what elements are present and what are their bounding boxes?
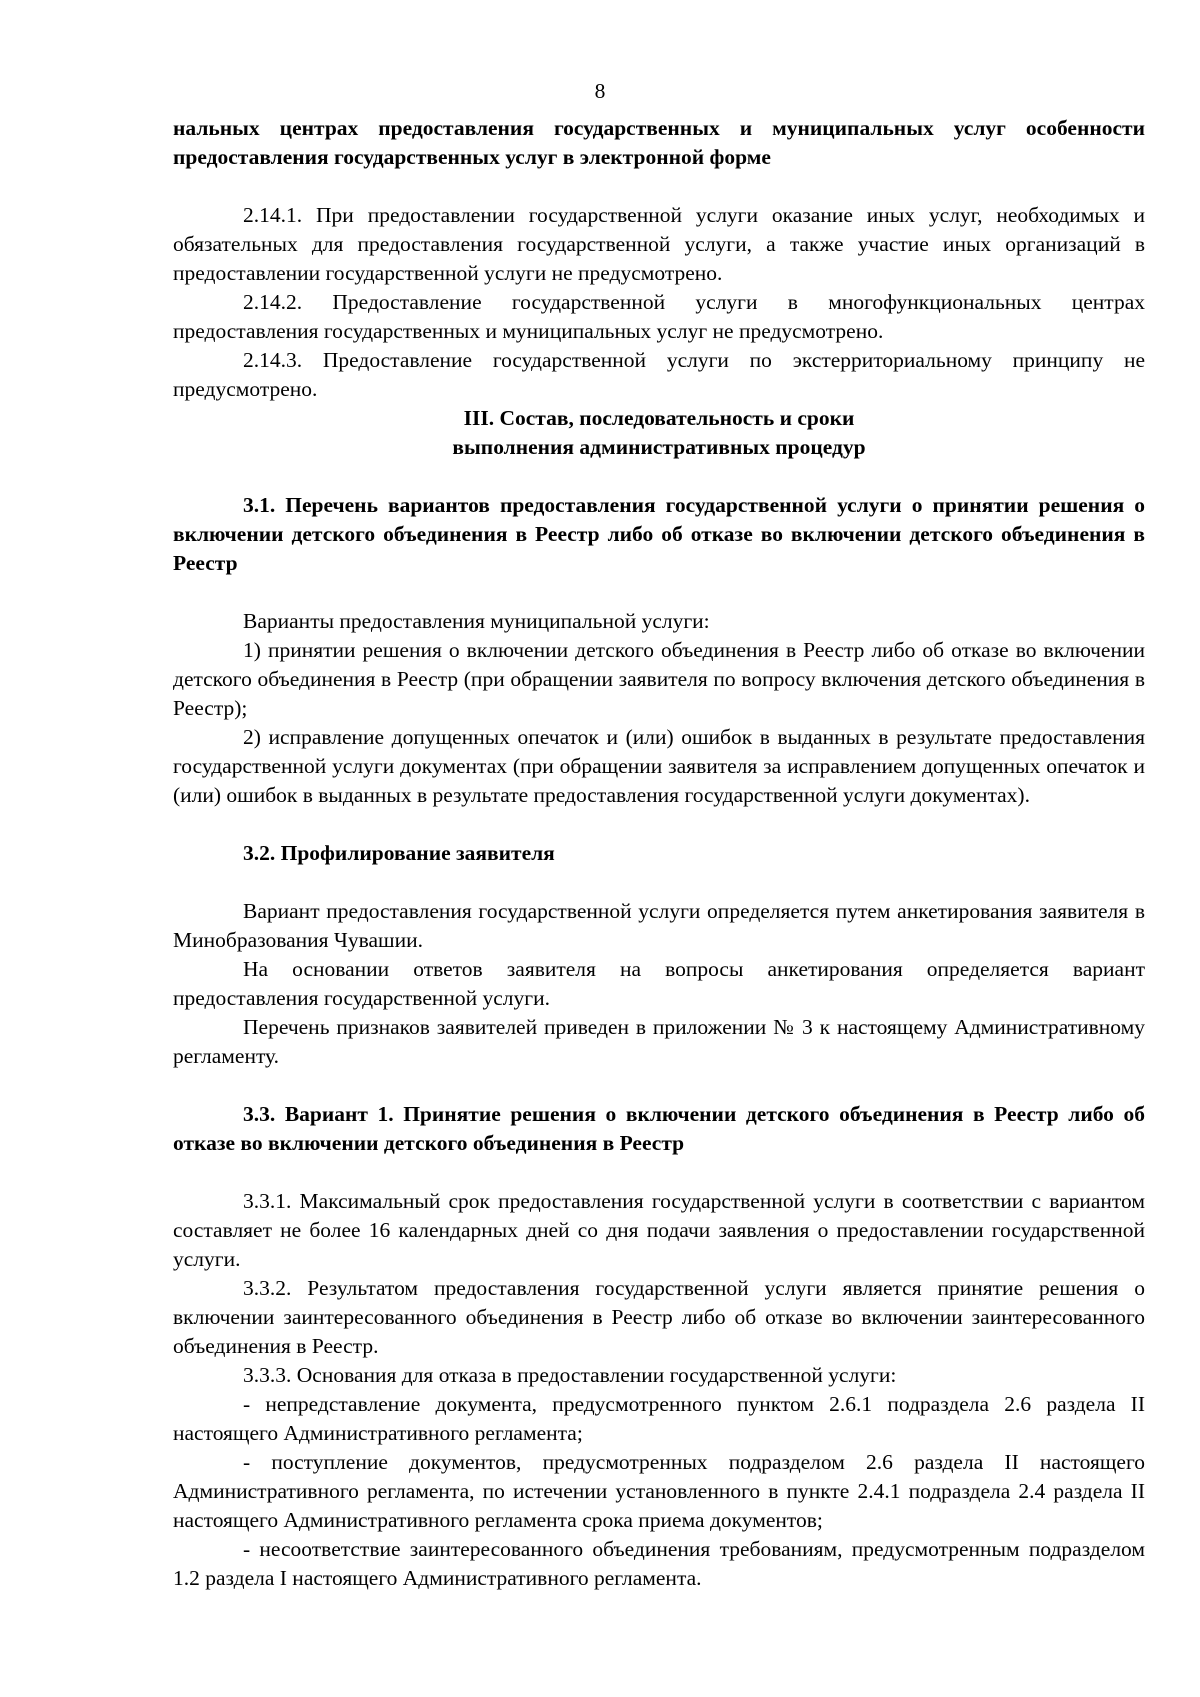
heading-continuation: нальных центрах предоставления государственных и муниципальных услуг особенности предоставления государственных услуг в электронной форме	[173, 116, 1145, 169]
heading-3-1: 3.1. Перечень вариантов предоставления государственной услуги о принятии решения о включении детского объединения в Реестр либо об отказе во включении детского объединения в Реестр	[173, 493, 1145, 575]
paragraph-3-3-3: 3.3.3. Основания для отказа в предоставлении государственной услуги:	[243, 1363, 897, 1387]
heading-3-2: 3.2. Профилирование заявителя	[243, 841, 555, 865]
section-3-title-line-1: III. Состав, последовательность и сроки	[463, 406, 855, 430]
paragraph-2-14-2: 2.14.2. Предоставление государственной услуги в многофункциональных центрах предоставления государственных и муниципальных услуг не предусмотрено.	[173, 290, 1145, 343]
paragraph-variant-2: 2) исправление допущенных опечаток и (или) ошибок в выданных в результате предоставления государственной услуги документах (при обращении заявителя за исправлением допущенных опечаток и (или) ошибок в выданных в результате предоставления государственной услуги документах).	[173, 725, 1145, 807]
heading-3-3: 3.3. Вариант 1. Принятие решения о включении детского объединения в Реестр либо об отказе во включении детского объединения в Реестр	[173, 1102, 1145, 1155]
spacer	[173, 462, 1145, 491]
paragraph-3-3-1: 3.3.1. Максимальный срок предоставления государственной услуги в соответствии с вариантом составляет не более 16 календарных дней со дня подачи заявления о предоставлении государственной услуги.	[173, 1189, 1145, 1271]
spacer	[173, 578, 1145, 607]
paragraph-2-14-3: 2.14.3. Предоставление государственной услуги по экстерриториальному принципу не предусмотрено.	[173, 348, 1145, 401]
paragraph-3-2-c: Перечень признаков заявителей приведен в приложении № 3 к настоящему Административному регламенту.	[173, 1015, 1145, 1068]
list-item-refusal-1: - непредставление документа, предусмотренного пунктом 2.6.1 подраздела 2.6 раздела II настоящего Административного регламента;	[173, 1392, 1145, 1445]
paragraph-variants: Варианты предоставления муниципальной услуги:	[243, 609, 710, 633]
paragraph-2-14-1: 2.14.1. При предоставлении государственной услуги оказание иных услуг, необходимых и обязательных для предоставления государственной услуги, а также участие иных организаций в предоставлении государственной услуги не предусмотрено.	[173, 203, 1145, 285]
spacer	[173, 810, 1145, 839]
section-3-title-line-2: выполнения административных процедур	[452, 435, 866, 459]
page-number: 8	[594, 79, 606, 103]
spacer	[173, 868, 1145, 897]
paragraph-3-2-a: Вариант предоставления государственной услуги определяется путем анкетирования заявителя в Минобразования Чувашии.	[173, 899, 1145, 952]
spacer	[173, 1158, 1145, 1187]
paragraph-variant-1: 1) принятии решения о включении детского объединения в Реестр либо об отказе во включении детского объединения в Реестр (при обращении заявителя по вопросу включения детского объединения в Реестр);	[173, 638, 1145, 720]
list-item-refusal-2: - поступление документов, предусмотренных подразделом 2.6 раздела II настоящего Административного регламента, по истечении установленного в пункте 2.4.1 подраздела 2.4 раздела II настоящего Административного регламента срока приема документов;	[173, 1450, 1145, 1532]
page-content	[173, 114, 1145, 1593]
spacer	[173, 1071, 1145, 1100]
paragraph-3-2-b: На основании ответов заявителя на вопросы анкетирования определяется вариант предоставления государственной услуги.	[173, 957, 1145, 1010]
spacer	[173, 172, 1145, 201]
paragraph-3-3-2: 3.3.2. Результатом предоставления государственной услуги является принятие решения о включении заинтересованного объединения в Реестр либо об отказе во включении заинтересованного объединения в Реестр.	[173, 1276, 1145, 1358]
list-item-refusal-3: - несоответствие заинтересованного объединения требованиям, предусмотренным подразделом 1.2 раздела I настоящего Административного регламента.	[173, 1537, 1145, 1590]
